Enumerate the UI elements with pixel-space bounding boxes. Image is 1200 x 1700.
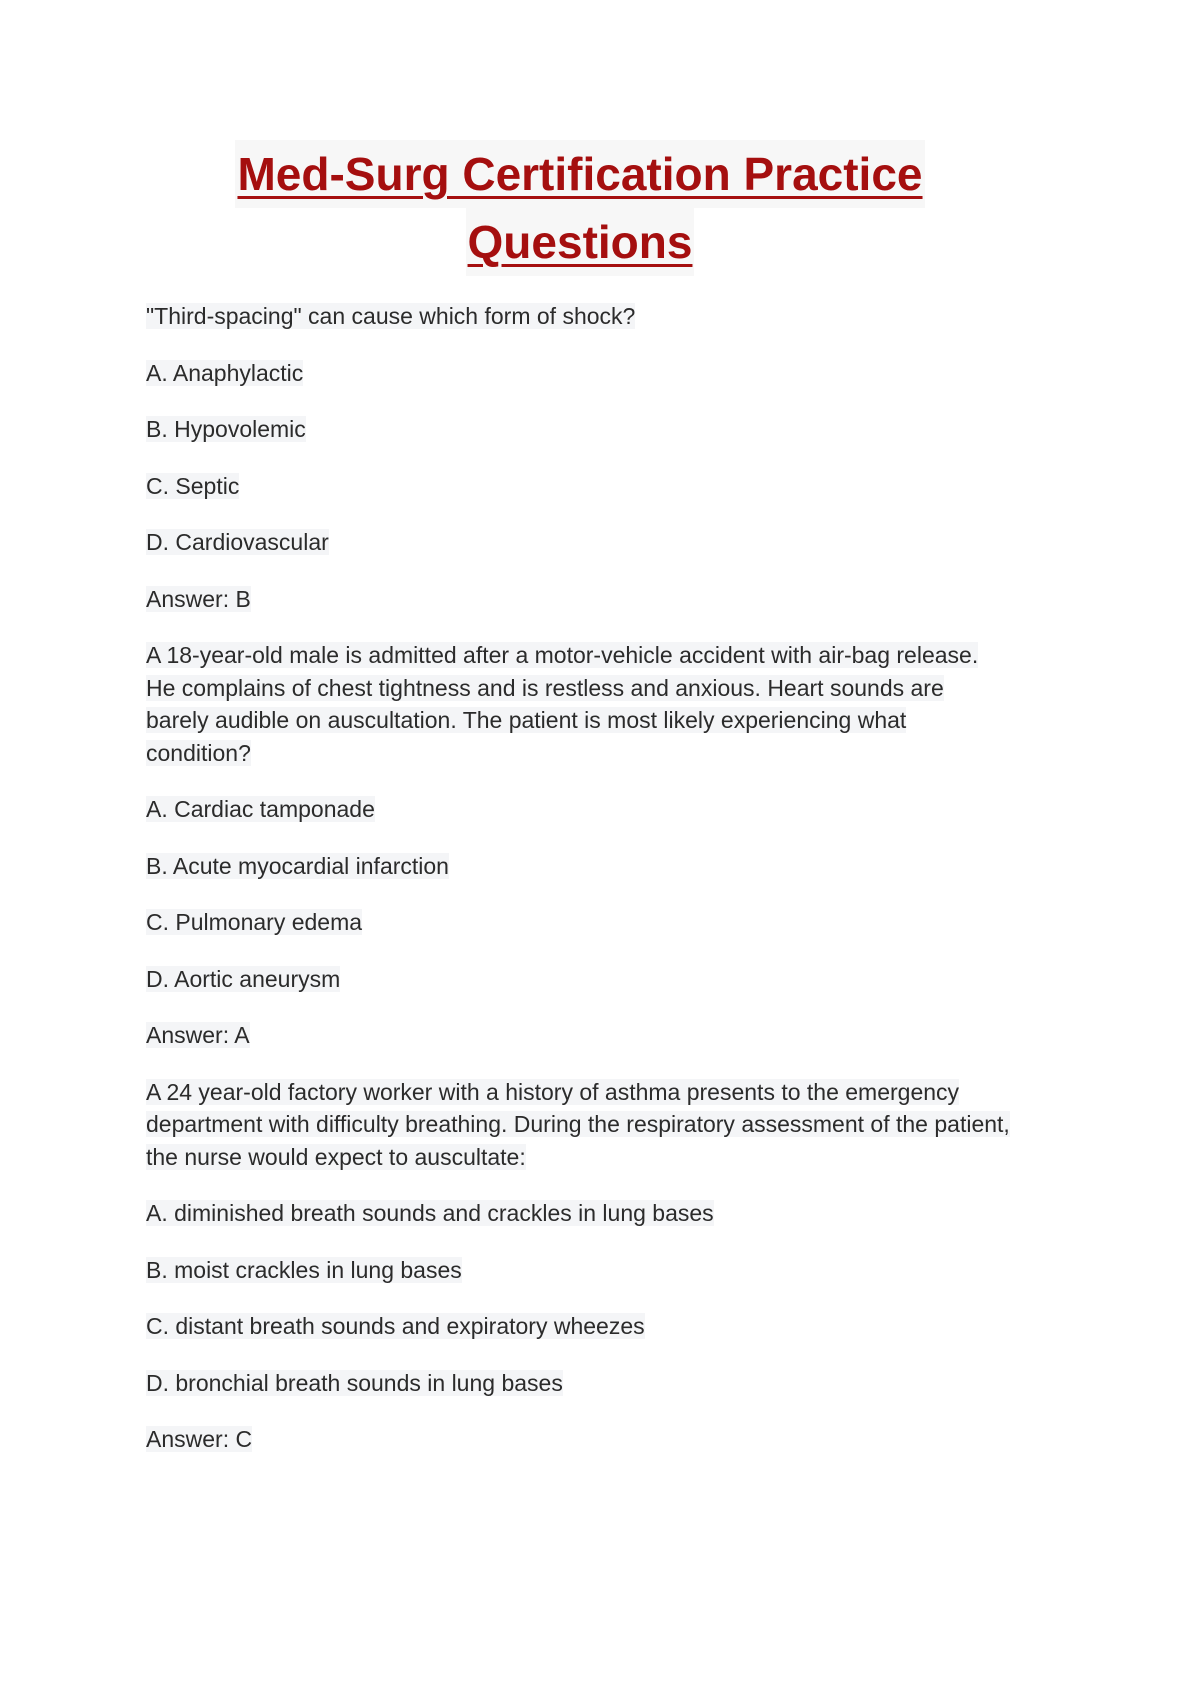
question-3 bbox=[146, 1076, 1066, 1456]
document-title bbox=[0, 140, 1160, 276]
option-c: C. Pulmonary edema bbox=[146, 909, 363, 935]
option-b: B. Acute myocardial infarction bbox=[146, 852, 449, 879]
option-d: D. bronchial breath sounds in lung bases bbox=[146, 1369, 563, 1396]
question-text: "Third-spacing" can cause which form of shock? bbox=[146, 303, 636, 329]
title-line-2: Questions bbox=[466, 208, 695, 276]
option-c: C. Septic bbox=[146, 472, 240, 499]
option-b: B. moist crackles in lung bases bbox=[146, 1256, 462, 1283]
option-b: B. Hypovolemic bbox=[146, 416, 306, 442]
question-text: A 18-year-old male is admitted after a motor-vehicle accident with air-bag release. He complains of chest tightness and is restless and anxious. Heart sounds are barely audible on auscultation. The patient is most likely experiencing what condition? bbox=[146, 642, 979, 766]
question-2 bbox=[146, 639, 1066, 1052]
questions-list bbox=[146, 300, 1066, 1480]
question-1 bbox=[146, 300, 1066, 615]
answer: Answer: B bbox=[146, 585, 251, 612]
title-line-1: Med-Surg Certification Practice bbox=[235, 140, 924, 208]
option-d: D. Cardiovascular bbox=[146, 529, 329, 555]
option-c: C. distant breath sounds and expiratory wheezes bbox=[146, 1313, 645, 1339]
option-d: D. Aortic aneurysm bbox=[146, 965, 341, 992]
question-text: A 24 year-old factory worker with a history of asthma presents to the emergency department with difficulty breathing. During the respiratory assessment of the patient, the nurse would expect to auscultate: bbox=[146, 1078, 1010, 1170]
option-a: A. Anaphylactic bbox=[146, 359, 304, 386]
option-a: A. Cardiac tamponade bbox=[146, 796, 375, 822]
answer: Answer: C bbox=[146, 1426, 253, 1452]
answer: Answer: A bbox=[146, 1022, 250, 1048]
option-a: A. diminished breath sounds and crackles in lung bases bbox=[146, 1200, 714, 1226]
